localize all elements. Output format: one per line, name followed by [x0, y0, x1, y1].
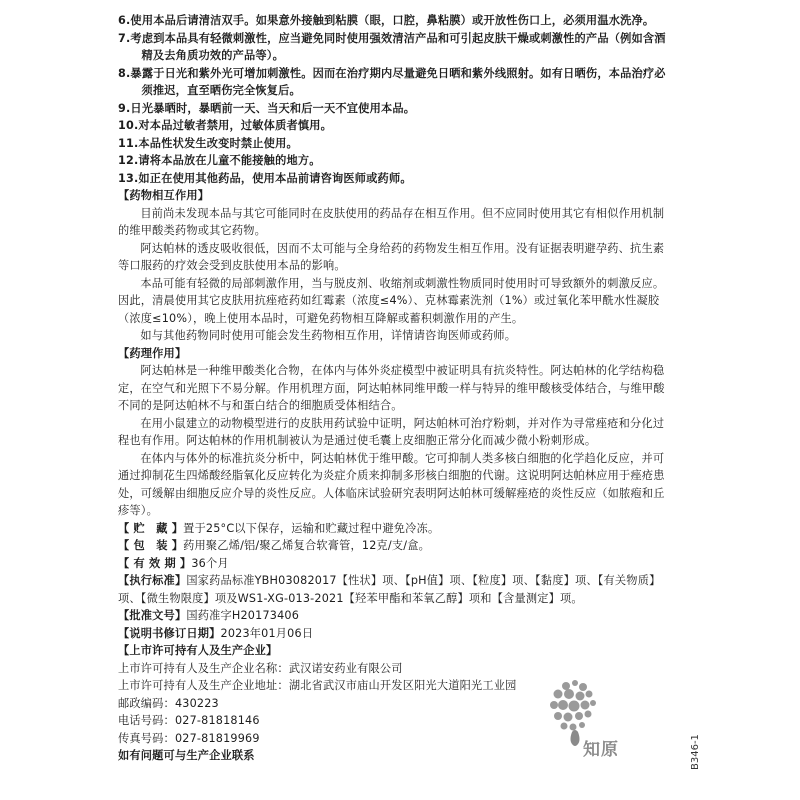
- field-storage: [118, 520, 666, 538]
- field-value: 药用聚乙烯/铝/聚乙烯复合软膏管，12克/支/盒。: [183, 539, 431, 552]
- field-standard: [118, 572, 666, 607]
- field-expiry: [118, 555, 666, 573]
- field-approval-number: [118, 607, 666, 625]
- field-label: 【 有 效 期 】: [118, 556, 192, 570]
- field-value: 国家药品标准YBH03082017【性状】项、【pH值】项、【粒度】项、【黏度】项、【有关物质】项、【微生物限度】项及WS1-XG-013-2021【羟苯甲酯和苯氧乙醇】项和【含量测定】项。: [118, 574, 661, 605]
- company-line: 上市许可持有人及生产企业地址：湖北省武汉市庙山开发区阳光大道阳光工业园: [118, 679, 517, 692]
- field-label: 【 贮 藏 】: [118, 521, 184, 535]
- company-line: 邮政编码：430223: [118, 696, 219, 710]
- brand-logo-text: 知原: [583, 740, 619, 760]
- precaution-item: 7.考虑到本品具有轻微刺激性，应当避免同时使用强效清洁产品和可引起皮肤干燥或刺激性的产品（例如含酒精及去角质功效的产品等）。: [118, 31, 666, 62]
- paragraph: 目前尚未发现本品与其它可能同时在皮肤使用的药品存在相互作用。但不应同时使用其它有相似作用机制的维甲酸类药物或其它药物。: [118, 206, 665, 237]
- field-value: 置于25°C以下保存，运输和贮藏过程中避免冷冻。: [183, 521, 440, 535]
- field-value: 2023年01月06日: [220, 626, 314, 640]
- paragraph: 在体内与体外的标准抗炎分析中，阿达帕林优于维甲酸。它可抑制人类多核白细胞的化学趋化反应，并可通过抑制花生四烯酸经脂氧化反应转化为炎症介质来抑制多形核白细胞的代谢。这说明阿达帕林应用于痤疮患处，可缓解由细胞反应介导的炎性反应。人体临床试验研究表明阿达帕林可缓解痤疮的炎性反应（如脓疱和丘疹等）。: [118, 451, 665, 517]
- precaution-item: 6.使用本品后请清洁双手。如果意外接触到粘膜（眼，口腔，鼻粘膜）或开放性伤口上，必须用温水洗净。: [118, 14, 655, 27]
- contact-note: 如有问题可与生产企业联系: [118, 749, 255, 762]
- company-line: 电话号码：027-81818146: [118, 714, 260, 727]
- company-line: 上市许可持有人及生产企业名称：武汉诺安药业有限公司: [118, 661, 403, 675]
- field-label: 【 包 装 】: [118, 539, 184, 552]
- precaution-item: 9.日光暴晒时，暴晒前一天、当天和后一天不宜使用本品。: [118, 101, 416, 115]
- section-heading-company: 【上市许可持有人及生产企业】: [118, 644, 278, 657]
- leaflet-text: [118, 12, 666, 765]
- document-code: B346-1: [690, 734, 701, 770]
- field-label: 【说明书修订日期】: [118, 626, 221, 640]
- precaution-item: 10.对本品过敏者禁用，过敏体质者慎用。: [118, 119, 333, 132]
- field-label: 【批准文号】: [118, 609, 187, 622]
- precaution-item: 12.请将本品放在儿童不能接触的地方。: [118, 154, 321, 167]
- field-revision-date: [118, 625, 666, 643]
- precaution-item: 11.本品性状发生改变时禁止使用。: [118, 136, 298, 150]
- precaution-item: 13.如正在使用其他药品，使用本品前请咨询医师或药师。: [118, 171, 412, 185]
- precaution-item: 8.暴露于日光和紫外光可增加刺激性。因而在治疗期内尽量避免日晒和紫外线照射。如有日晒伤，本品治疗必须推迟，直至晒伤完全恢复后。: [118, 66, 666, 97]
- paragraph: 阿达帕林是一种维甲酸类化合物，在体内与体外炎症模型中被证明具有抗炎特性。阿达帕林的化学结构稳定，在空气和光照下不易分解。作用机理方面，阿达帕林同维甲酸一样与特异的维甲酸核受体结合，与维甲酸不同的是阿达帕林不与和蛋白结合的细胞质受体相结合。: [118, 364, 665, 412]
- section-heading-interactions: 【药物相互作用】: [118, 189, 210, 202]
- paragraph: 在用小鼠建立的动物模型进行的皮肤用药试验中证明，阿达帕林可治疗粉刺，并对作为寻常痤疮和分化过程也有作用。阿达帕林的作用机制被认为是通过使毛囊上皮细胞正常分化而减少微小粉刺形成。: [118, 416, 665, 447]
- field-label: 【执行标准】: [118, 574, 187, 587]
- field-package: [118, 537, 666, 555]
- section-heading-pharmacology: 【药理作用】: [118, 346, 187, 360]
- paragraph: 如与其他药物同时使用可能会发生药物相互作用，详情请咨询医师或药师。: [140, 329, 517, 342]
- field-value: 36个月: [191, 556, 229, 570]
- paragraph: 阿达帕林的透皮吸收很低，因而不太可能与全身给药的药物发生相互作用。没有证据表明避孕药、抗生素等口服药的疗效会受到皮肤使用本品的影响。: [118, 241, 665, 272]
- company-line: 传真号码：027-81819969: [118, 731, 260, 745]
- paragraph: 本品可能有轻微的局部刺激作用，当与脱皮剂、收缩剂或刺激性物质同时使用时可导致额外的刺激反应。因此，清晨使用其它皮肤用抗痤疮药如红霉素（浓度≤4%）、克林霉素洗剂（1%）或过氧化苯甲酰水性凝胶（浓度≤10%），晚上使用本品时，可避免药物相互降解或蓄积刺激作用的产生。: [118, 276, 665, 325]
- field-value: 国药准字H20173406: [186, 609, 300, 622]
